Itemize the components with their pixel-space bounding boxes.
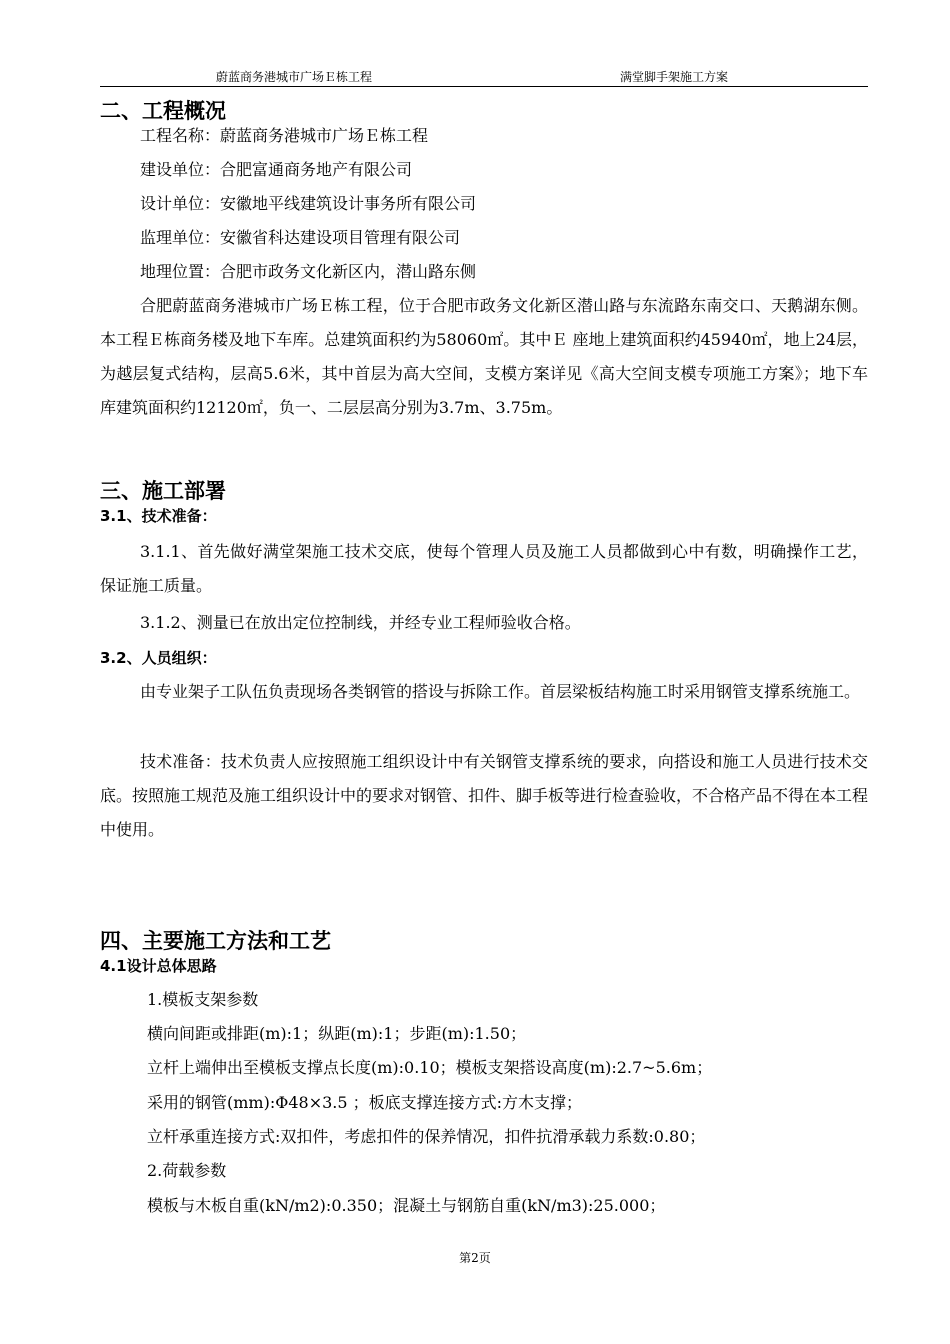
- header-project-name: 蔚蓝商务港城市广场Ｅ栋工程: [216, 70, 373, 84]
- page-number: 第2页: [459, 1251, 491, 1265]
- subsection-4-1-title: 4.1设计总体思路: [100, 957, 217, 975]
- project-name-line: 工程名称：蔚蓝商务港城市广场Ｅ栋工程: [140, 126, 429, 145]
- formwork-params-heading: 1.模板支架参数: [147, 990, 259, 1009]
- spacing-params-line: 横向间距或排距(m):1；纵距(m):1；步距(m):1.50；: [147, 1024, 527, 1043]
- subsection-3-1-title: 3.1、技术准备：: [100, 507, 217, 525]
- project-overview-paragraph: 合肥蔚蓝商务港城市广场Ｅ栋工程，位于合肥市政务文化新区潜山路与东流路东南交口、天鹅湖东侧。本工程Ｅ栋商务楼及地下车库。总建筑面积约为58060㎡。其中Ｅ 座地上建筑面积约45940㎡，地上24层，为越层复式结构，层高5.6米，其中首层为高大空间，支模方案详见《高大空间支模专项施工方案》；地下车库建筑面积约12120㎡，负一、二层层高分别为3.7m、3.75m。: [100, 296, 868, 417]
- section-3-title: 三、施工部署: [100, 479, 226, 503]
- builder-line: 建设单位：合肥富通商务地产有限公司: [140, 160, 413, 179]
- subsection-3-2-title: 3.2、人员组织：: [100, 649, 217, 667]
- page-header: [100, 66, 868, 87]
- item-3-1-2: 3.1.2、测量已在放出定位控制线，并经专业工程师验收合格。: [140, 613, 581, 632]
- supervisor-line: 监理单位：安徽省科达建设项目管理有限公司: [140, 228, 461, 247]
- self-weight-line: 模板与木板自重(kN/m2):0.350；混凝土与钢筋自重(kN/m3):25.000；: [147, 1196, 666, 1215]
- location-line: 地理位置：合肥市政务文化新区内，潜山路东侧: [140, 262, 477, 281]
- pole-extension-line: 立杆上端伸出至模板支撑点长度(m):0.10；模板支架搭设高度(m):2.7~5.6m；: [147, 1058, 713, 1077]
- section-2-title: 二、工程概况: [100, 99, 226, 123]
- designer-line: 设计单位：安徽地平线建筑设计事务所有限公司: [140, 194, 477, 213]
- load-params-heading: 2.荷载参数: [147, 1161, 227, 1180]
- connection-method-line: 立杆承重连接方式:双扣件，考虑扣件的保养情况，扣件抗滑承载力系数:0.80；: [147, 1127, 706, 1146]
- header-document-title: 满堂脚手架施工方案: [620, 70, 729, 84]
- section-4-title: 四、主要施工方法和工艺: [100, 929, 331, 953]
- staffing-paragraph: 由专业架子工队伍负责现场各类钢管的搭设与拆除工作。首层梁板结构施工时采用钢管支撑系统施工。: [140, 682, 861, 701]
- technical-prep-paragraph: 技术准备：技术负责人应按照施工组织设计中有关钢管支撑系统的要求，向搭设和施工人员进行技术交底。按照施工规范及施工组织设计中的要求对钢管、扣件、脚手板等进行检查验收，不合格产品不得在本工程中使用。: [100, 752, 869, 839]
- item-3-1-1: 3.1.1、首先做好满堂架施工技术交底，使每个管理人员及施工人员都做到心中有数，明确操作工艺，保证施工质量。: [100, 542, 868, 595]
- steel-pipe-line: 采用的钢管(mm):Φ48×3.5 ；板底支撑连接方式:方木支撑；: [147, 1093, 583, 1112]
